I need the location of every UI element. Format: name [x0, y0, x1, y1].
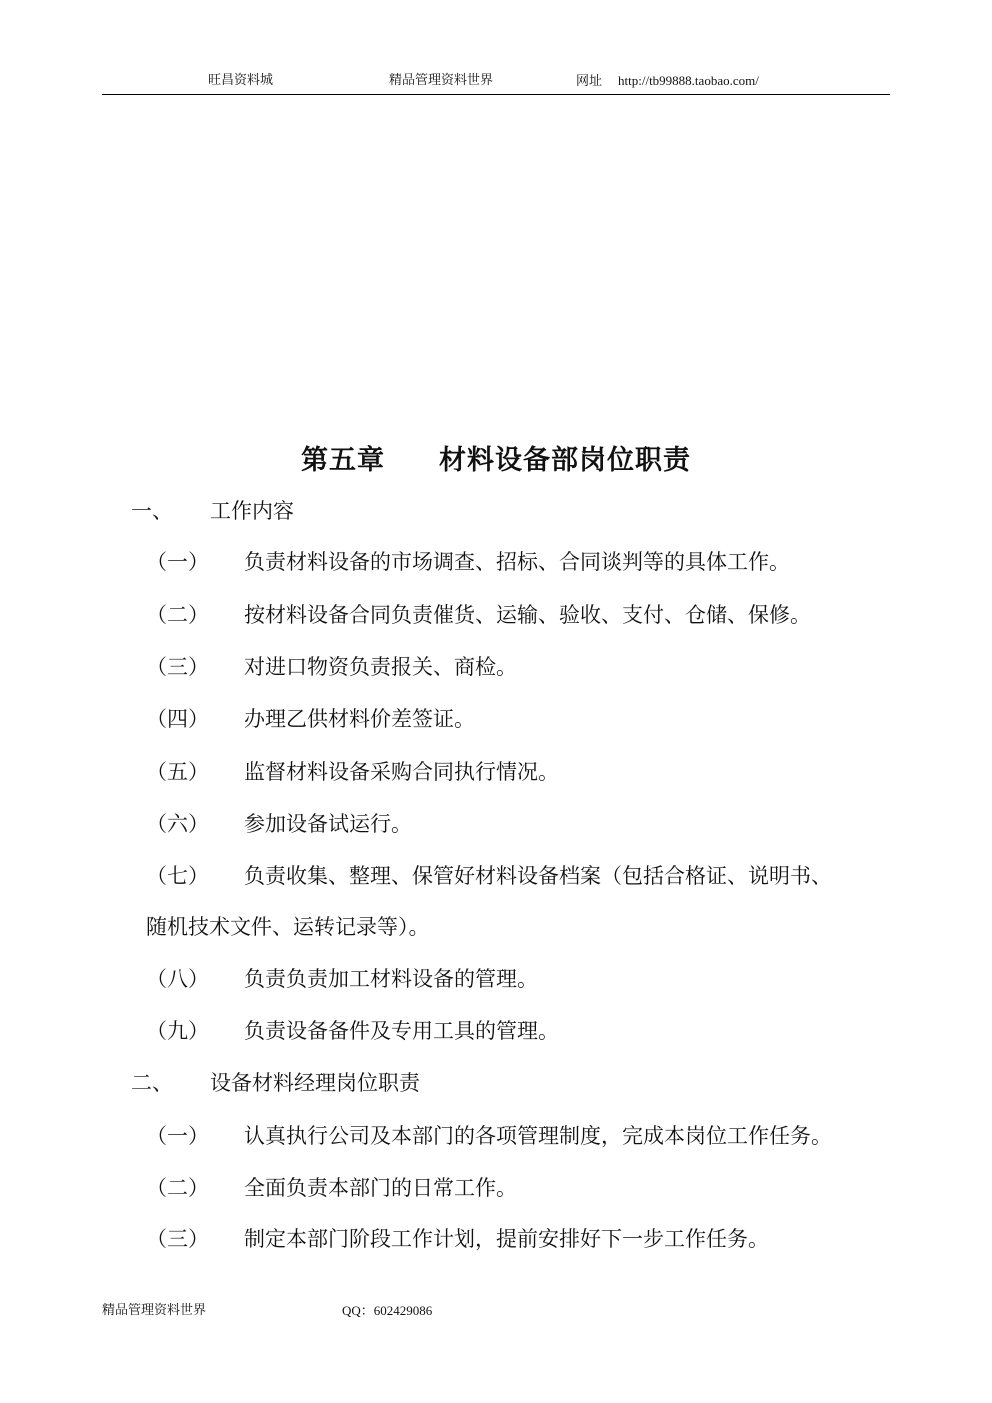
section-title: 设备材料经理岗位职责 [210, 1071, 420, 1095]
header-tagline: 精品管理资料世界 [389, 73, 494, 88]
section-number: 一、 [131, 499, 173, 523]
item-number: （八） [146, 967, 209, 991]
chapter-name: 材料设备部岗位职责 [439, 445, 691, 476]
item-text: 认真执行公司及本部门的各项管理制度，完成本岗位工作任务。 [244, 1124, 832, 1148]
item-text: 监督材料设备采购合同执行情况。 [244, 760, 559, 784]
header-site-name: 旺昌资料城 [208, 73, 274, 88]
item-number: （六） [146, 812, 209, 836]
item-number: （二） [146, 1176, 209, 1200]
item-number: （三） [146, 655, 209, 679]
chapter-title [0, 443, 992, 479]
section-title: 工作内容 [210, 499, 294, 523]
item-text: 负责负责加工材料设备的管理。 [244, 967, 538, 991]
item-number: （一） [146, 1124, 209, 1148]
page-header [102, 72, 890, 95]
item-number: （二） [146, 603, 209, 627]
item-text: 对进口物资负责报关、商检。 [244, 655, 517, 679]
item-text: 全面负责本部门的日常工作。 [244, 1176, 517, 1200]
item-number: （三） [146, 1227, 209, 1251]
item-text: 参加设备试运行。 [244, 812, 412, 836]
item-text: 按材料设备合同负责催货、运输、验收、支付、仓储、保修。 [244, 603, 811, 627]
item-number: （五） [146, 760, 209, 784]
footer-tagline: 精品管理资料世界 [102, 1303, 207, 1318]
item-text: 负责设备备件及专用工具的管理。 [244, 1019, 559, 1043]
page-footer [102, 1302, 890, 1322]
item-text: 办理乙供材料价差签证。 [244, 707, 475, 731]
item-text: 制定本部门阶段工作计划，提前安排好下一步工作任务。 [244, 1227, 769, 1251]
footer-contact: QQ：602429086 [342, 1303, 433, 1318]
item-number: （一） [146, 550, 209, 574]
header-url-label: 网址 [576, 74, 603, 89]
item-number: （七） [146, 864, 209, 888]
item-text: 负责收集、整理、保管好材料设备档案（包括合格证、说明书、 [244, 864, 832, 888]
item-number: （四） [146, 707, 209, 731]
section-number: 二、 [131, 1071, 173, 1095]
header-url-block [576, 72, 759, 91]
header-url-link[interactable]: http://tb99888.taobao.com/ [618, 73, 759, 88]
chapter-number: 第五章 [301, 445, 385, 476]
item-text-continuation: 随机技术文件、运转记录等）。 [146, 915, 430, 939]
item-text: 负责材料设备的市场调查、招标、合同谈判等的具体工作。 [244, 550, 790, 574]
item-number: （九） [146, 1019, 209, 1043]
